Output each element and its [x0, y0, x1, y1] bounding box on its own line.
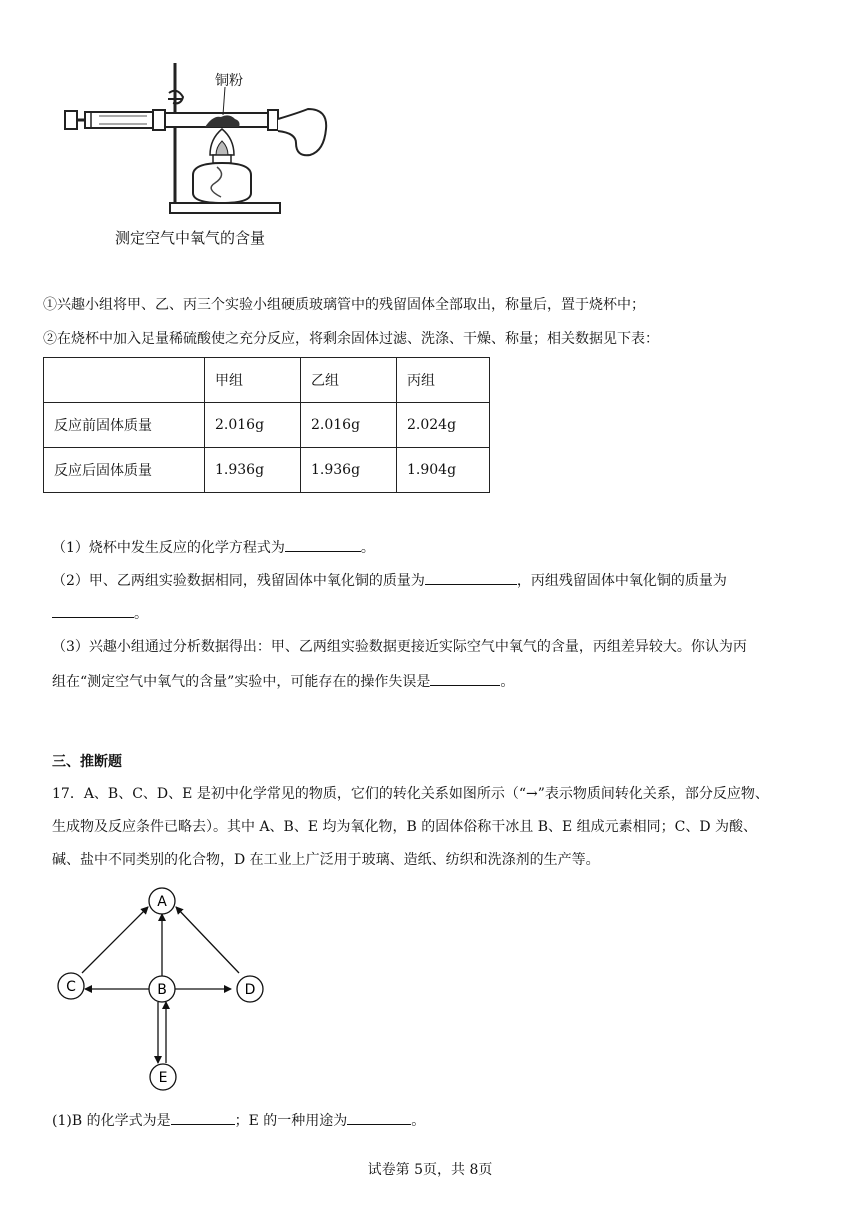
node-b-label: B: [157, 982, 167, 998]
arrow-d-to-a: [176, 907, 239, 973]
table-cell: 1.936g: [301, 448, 397, 493]
table-cell: 1.936g: [205, 448, 301, 493]
table-cell: 反应前固体质量: [44, 403, 205, 448]
table-cell: 2.024g: [397, 403, 490, 448]
p17-q1-text-a: (1)B 的化学式为是: [52, 1113, 171, 1129]
node-a-label: A: [157, 894, 167, 910]
node-e-label: E: [158, 1070, 168, 1086]
table-header-row: [44, 358, 490, 403]
question-1-text: （1）烧杯中发生反应的化学方程式为: [52, 540, 285, 556]
page-footer: 试卷第 5页，共 8页: [367, 1162, 493, 1178]
table-cell: 反应后固体质量: [44, 448, 205, 493]
problem-17-line-2: 生成物及反应条件已略去）。其中 A、B、E 均为氧化物，B 的固体俗称干冰且 B、E 组成元素相同；C、D 为酸、: [52, 819, 758, 835]
answer-blank[interactable]: [171, 1110, 235, 1125]
copper-powder-label: 铜粉: [215, 73, 243, 89]
p17-q1-end: 。: [411, 1113, 426, 1129]
question-2: [52, 570, 727, 591]
question-2-end: 。: [134, 606, 148, 622]
figure-caption: 测定空气中氧气的含量: [115, 229, 266, 247]
question-3-line-2: [52, 671, 514, 692]
question-1: [52, 537, 375, 558]
answer-blank[interactable]: [347, 1110, 411, 1125]
table-header-cell: 乙组: [301, 358, 397, 403]
question-2-text-a: （2）甲、乙两组实验数据相同，残留固体中氧化铜的质量为: [52, 573, 425, 589]
relationship-diagram: [45, 880, 275, 1100]
table-header-cell: [44, 358, 205, 403]
question-3-text: 组在“测定空气中氧气的含量”实验中，可能存在的操作失误是: [52, 674, 431, 690]
question-1-end: 。: [360, 540, 375, 556]
table-header-cell: 丙组: [397, 358, 490, 403]
question-2-cont: [52, 603, 148, 624]
problem-17-line-1: 17．A、B、C、D、E 是初中化学常见的物质，它们的转化关系如图所示（“→”表示物质间转化关系，部分反应物、: [52, 786, 769, 802]
apparatus-figure: [55, 55, 345, 255]
question-3-line-1: （3）兴趣小组通过分析数据得出：甲、乙两组实验数据更接近实际空气中氧气的含量，丙组差异较大。你认为丙: [52, 639, 747, 655]
table-cell: 2.016g: [205, 403, 301, 448]
problem-17-question-1: [52, 1110, 425, 1131]
answer-blank[interactable]: [52, 603, 134, 618]
question-3-end: 。: [500, 674, 515, 690]
table-cell: 1.904g: [397, 448, 490, 493]
table-header-cell: 甲组: [205, 358, 301, 403]
question-2-text-b: ，丙组残留固体中氧化铜的质量为: [516, 573, 727, 589]
arrow-c-to-a: [82, 907, 148, 973]
node-d-label: D: [244, 982, 256, 998]
answer-blank[interactable]: [285, 537, 361, 552]
table-cell: 2.016g: [301, 403, 397, 448]
p17-q1-text-b: ；E 的一种用途为: [234, 1113, 348, 1129]
step-1: ①兴趣小组将甲、乙、丙三个实验小组硬质玻璃管中的残留固体全部取出，称量后，置于烧杯中；: [43, 297, 645, 313]
section-title: 三、推断题: [52, 754, 122, 770]
answer-blank[interactable]: [430, 671, 500, 686]
problem-17-line-3: 碱、盐中不同类别的化合物，D 在工业上广泛用于玻璃、造纸、纺织和洗涤剂的生产等。: [52, 852, 600, 868]
node-c-label: C: [66, 979, 76, 995]
data-table: [43, 357, 490, 493]
step-2: ②在烧杯中加入足量稀硫酸使之充分反应，将剩余固体过滤、洗涤、干燥、称量；相关数据见下表：: [43, 331, 659, 347]
table-row: [44, 403, 490, 448]
table-row: [44, 448, 490, 493]
answer-blank[interactable]: [425, 570, 517, 585]
